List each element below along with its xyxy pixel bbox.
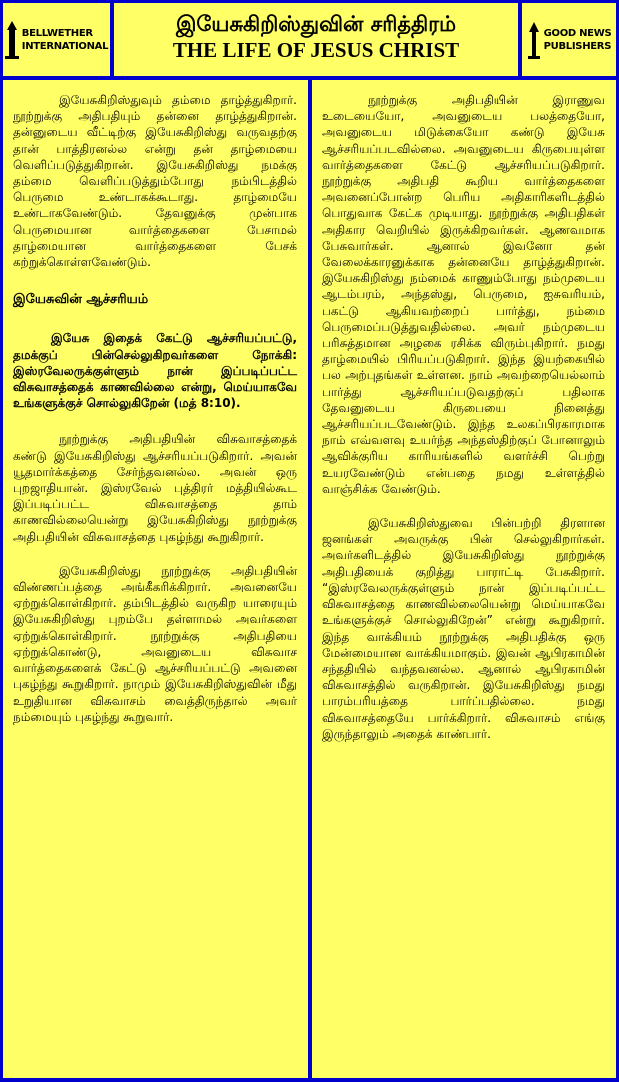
left-paragraph-2: நூற்றுக்கு அதிபதியின் விசுவாசத்தைக் கண்டு இயேசுகிறிஸ்து ஆச்சரியப்படுகிறார். அவன் யூதமார்க்கத்தை சேர்ந்தவனல்ல. அவன் ஒரு புறஜாதியான். இஸ்ரவேல் புத்திரர் மத்தியில்கூட இப்படிப்பட்ட விசுவாசத்தை தாம் காணவில்லையென்று இயேசுகிறிஸ்து நூற்றுக்கு அதிபதியின் விசுவாசத்தை புகழ்ந்து கூறுகிறார். <box>13 432 297 544</box>
good-news-logo-text: GOOD NEWS PUBLISHERS <box>543 27 612 52</box>
bellwether-logo-icon <box>5 20 19 60</box>
right-column <box>312 80 616 1078</box>
good-news-logo-box <box>522 3 616 76</box>
scripture-quote: இயேசு இதைக் கேட்டு ஆச்சரியப்பட்டு, தமக்குப் பின்செல்லுகிறவர்களை நோக்கி: இஸ்ரவேலருக்குள்ளும் நான் இப்படிப்பட்ட விசுவாசத்தைக் காணவில்லை என்று, மெய்யாகவே உங்களுக்குச் சொல்லுகிறேன் (மத் 8:10). <box>13 331 297 411</box>
bellwether-logo-box <box>3 3 110 76</box>
good-news-logo-icon <box>527 20 541 60</box>
right-paragraph-2: இயேசுகிறிஸ்துவை பின்பற்றி திரளான ஜனங்கள் அவருக்கு பின் செல்லுகிறார்கள். அவர்களிடத்தில் இயேசுகிறிஸ்து நூற்றுக்கு அதிபதியைக் குறித்து பாராட்டி பேசுகிறார். “இஸ்ரவேலருக்குள்ளும் நான் இப்படிப்பட்ட விசுவாசத்தை காணவில்லையென்று மெய்யாகவே உங்களுக்குச் சொல்லுகிறேன்” என்று கூறுகிறார். இந்த வாக்கியம் நூற்றுக்கு அதிபதிக்கு ஒரு மேன்மையான வாக்கியமாகும். இவன் ஆபிரகாமின் சந்ததியில் வந்தவனல்ல. ஆனால் ஆபிரகாமின் விசுவாசத்தில் வருகிறான். இயேசுகிறிஸ்து நமது பாரம்பரியத்தை பார்ப்பதில்லை. நமது விசுவாசத்தையே பார்க்கிறார். விசுவாசம் எங்கு இருந்தாலும் அதைக் காண்பார். <box>322 516 605 741</box>
bellwether-logo-text: BELLWETHER INTERNATIONAL <box>21 27 109 52</box>
left-paragraph-3: இயேசுகிறிஸ்து நூற்றுக்கு அதிபதியின் விண்ணப்பத்தை அங்கீகரிக்கிறார். அவனையே ஏற்றுக்கொள்கிறார். தம்பிடத்தில் வருகிற யாரையும் இயேசுகிறிஸ்து புறம்பே தள்ளாமல் அவர்களை ஏற்றுக்கொள்கிறார். நூற்றுக்கு அதிபதியை ஏற்றுக்கொண்டு, அவனுடைய விசுவாச வார்த்தைகளைக் கேட்டு ஆச்சரியப்பட்டு அவனை புகழ்ந்து கூறுகிறார். நாமும் இயேசுகிறிஸ்துவின் மீது உறுதியான விசுவாசம் வைத்திருந்தால் அவர் நம்மையும் புகழ்ந்து கூறுவார். <box>13 563 297 724</box>
right-paragraph-1: நூற்றுக்கு அதிபதியின் இராணுவ உடையையோ, அவனுடைய பலத்தையோ, அவனுடைய மிடுக்கையோ கண்டு இயேசு ஆச்சரியப்படவில்லை. அவனுடைய கிருபையுள்ள வார்த்தைகளை கேட்டு ஆச்சரியப்படுகிறார். நூற்றுக்கு அதிபதி கூறிய வார்த்தைகளை அவனைப்போன்ற பெரிய அதிகாரிகளிடத்தில் பொதுவாக கேட்க முடியாது. நூற்றுக்கு அதிபதிகள் அதிகார வெறியில் இருக்கிறவர்கள். ஆணவமாக பேசுவார்கள். ஆனால் இவனோ தன் வேலைக்காரனுக்காக தன்னையே தாழ்த்துகிறான். இயேசுகிறிஸ்து நம்மைக் காணும்போது நம்முடைய ஆடம்பரம், அந்தஸ்து, பெருமை, ஐசுவரியம், பகட்டு ஆகியவற்றைப் பார்த்து, நம்மை பெருமைப்படுத்துவதில்லை. அவர் நம்முடைய பரிசுத்தமான அழகை ரசிக்க விரும்புகிறார். நமது தாழ்மையில் பிரியப்படுகிறார். இந்த இயற்கையில் பல அற்புதங்கள் உள்ளன. நாம் அவற்றையெல்லாம் பார்த்து ஆச்சரியப்படுவதற்குப் பதிலாக தேவனுடைய கிருபையை நினைத்து ஆச்சரியப்படவேண்டும். இந்த உலகப்பிரகாரமாக நாம் எவ்வளவு உயர்ந்த அந்தஸ்திற்குப் போனாலும் ஆவிக்குரிய காரியங்களில் வளர்ச்சி பெற்று உயரவேண்டும் என்பதை நமது உள்ளத்தில் வாஞ்சிக்க வேண்டும். <box>322 93 605 496</box>
section-heading: இயேசுவின் ஆச்சரியம் <box>13 292 149 308</box>
left-paragraph-1: இயேசுகிறிஸ்துவும் தம்மை தாழ்த்துகிறார். நூற்றுக்கு அதிபதியும் தன்னை தாழ்த்துகிறான். தன்னுடைய வீட்டிற்கு இயேசுகிறிஸ்து வருவதற்கு தான் பாத்திரனல்ல என்று தன் தாழ்மையை வெளிப்படுத்துகிறான். இயேசுகிறிஸ்து நமக்கு தம்மை வெளிப்படுத்தும்போது நம்பிடத்தில் பெருமை உண்டாகக்கூடாது. தாழ்மையே உண்டாகவேண்டும். தேவனுக்கு முன்பாக பெருமையான வார்த்தைகளை பேசாமல் தாழ்மையான வார்த்தைகளை பேசக் கற்றுக்கொள்ளவேண்டும். <box>13 93 297 270</box>
title-tamil: இயேசுகிறிஸ்துவின் சரித்திரம் <box>175 12 457 36</box>
title-box <box>114 3 518 76</box>
title-english: THE LIFE OF JESUS CHRIST <box>172 38 460 62</box>
left-column <box>3 80 308 1078</box>
